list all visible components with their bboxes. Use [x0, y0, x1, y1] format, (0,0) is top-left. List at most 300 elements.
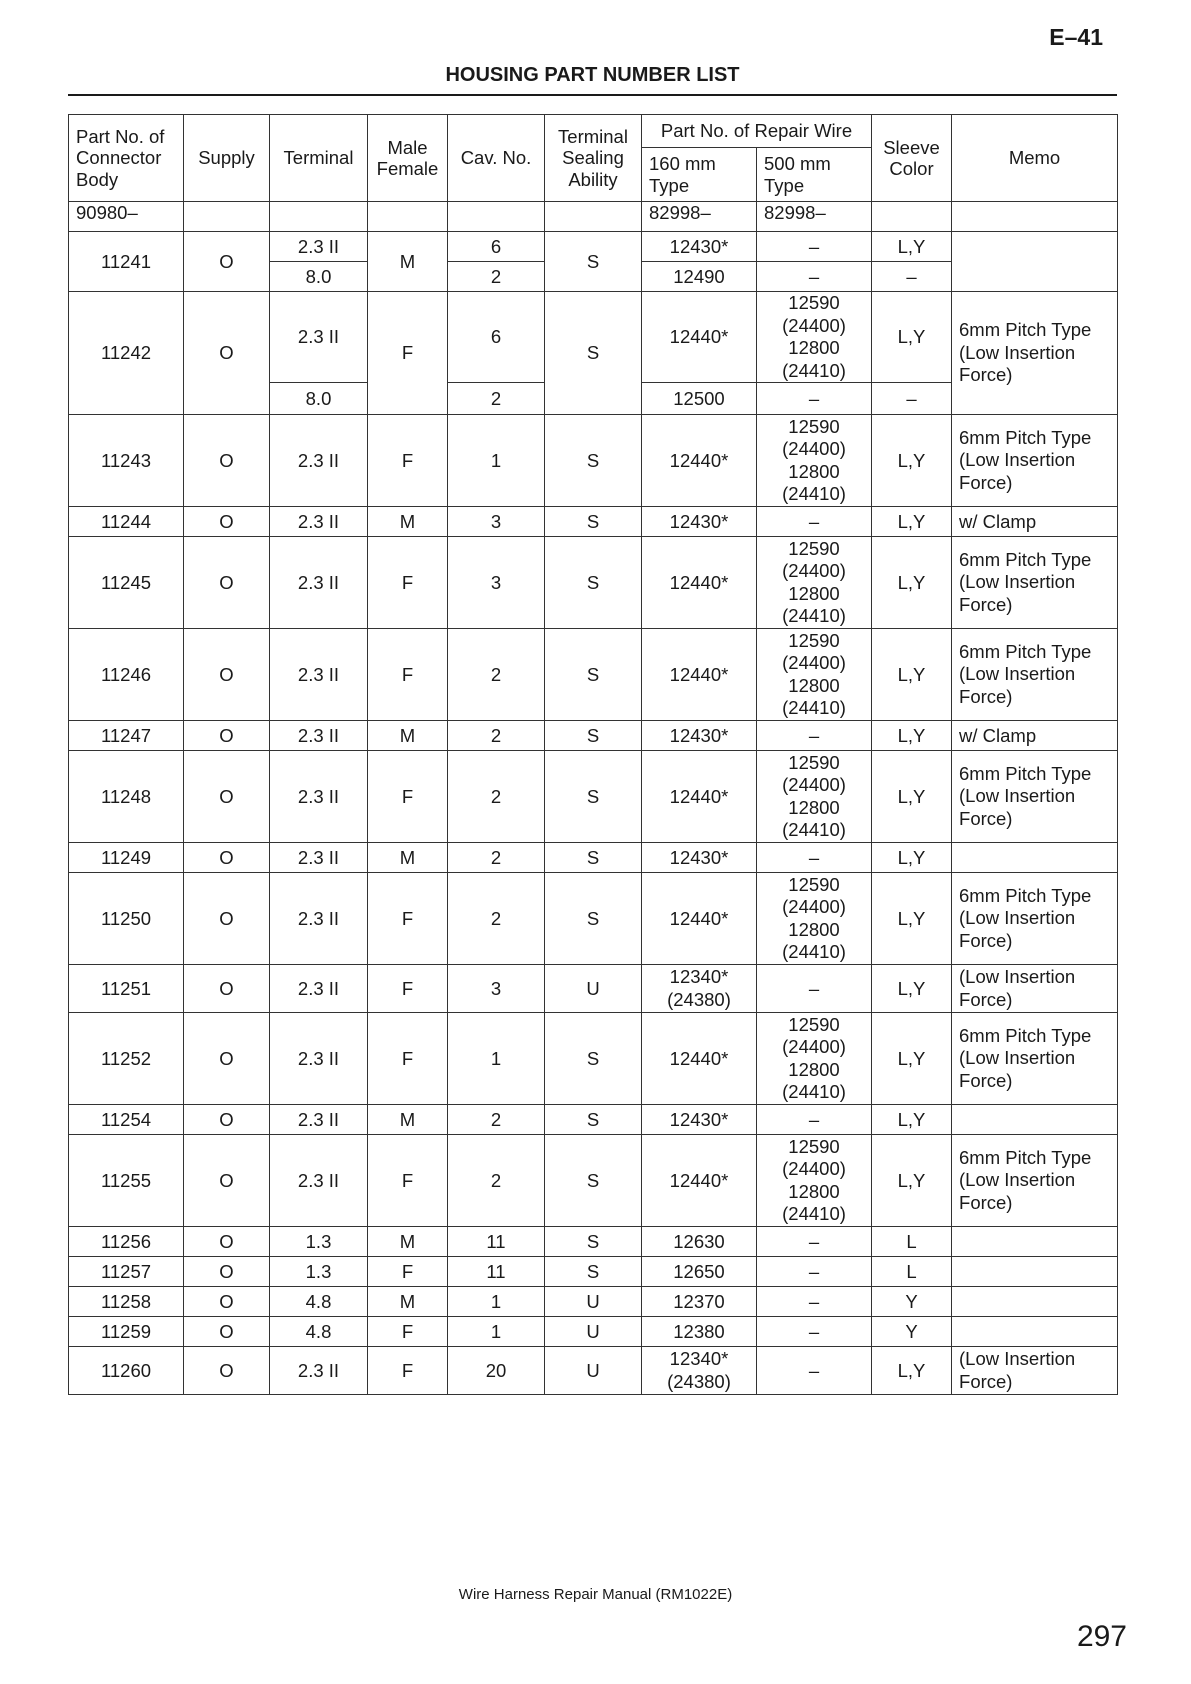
- cell-memo: [952, 415, 1118, 507]
- cell-sealing: S: [545, 415, 642, 507]
- cell-160mm: 12430*: [642, 507, 757, 537]
- cell-memo-line: 6mm Pitch Type: [959, 426, 1092, 448]
- cell-500mm: –: [757, 1257, 872, 1287]
- cell-160mm: 12430*: [642, 232, 757, 262]
- prefix-empty: [872, 202, 952, 232]
- cell-supply: O: [184, 292, 270, 415]
- cell-sleeve: L,Y: [872, 751, 952, 843]
- cell-terminal: 1.3: [270, 1227, 368, 1257]
- cell-sleeve: L,Y: [872, 843, 952, 873]
- table-body: [69, 202, 1118, 1395]
- header-sealing-line3: Ability: [568, 168, 618, 190]
- cell-sealing: S: [545, 232, 642, 292]
- cell-cav: 1: [448, 415, 545, 507]
- cell-sealing: S: [545, 507, 642, 537]
- cell-male-female: M: [368, 507, 448, 537]
- cell-male-female: F: [368, 415, 448, 507]
- cell-500mm: [757, 1013, 872, 1105]
- cell-supply: O: [184, 1135, 270, 1227]
- cell-part: 11248: [69, 751, 184, 843]
- cell-sleeve: L,Y: [872, 1347, 952, 1395]
- cell-160mm: 12440*: [642, 1135, 757, 1227]
- table-row: [69, 1347, 1118, 1395]
- header-160mm-line2: Type: [649, 174, 690, 196]
- cell-sealing: S: [545, 721, 642, 751]
- cell-sleeve: L: [872, 1227, 952, 1257]
- cell-cav: 20: [448, 1347, 545, 1395]
- cell-terminal: 2.3 II: [270, 1135, 368, 1227]
- cell-500mm-line: (24410): [782, 819, 846, 840]
- cell-memo-line: (Low Insertion: [959, 966, 1076, 987]
- cell-160mm: 12440*: [642, 751, 757, 843]
- table-row: [69, 232, 1118, 262]
- table-row: [69, 537, 1118, 629]
- cell-terminal: 2.3 II: [270, 843, 368, 873]
- cell-sealing: S: [545, 292, 642, 415]
- prefix-empty: [952, 202, 1118, 232]
- cell-terminal: 2.3 II: [270, 507, 368, 537]
- title-rule: [68, 94, 1117, 96]
- cell-500mm: [757, 751, 872, 843]
- cell-500mm: –: [757, 721, 872, 751]
- cell-part: 11260: [69, 1347, 184, 1395]
- housing-part-table: [68, 114, 1118, 1395]
- header-part-no-line1: Part No. of: [76, 125, 165, 147]
- cell-memo-line: Force): [959, 1191, 1013, 1213]
- cell-160mm: 12650: [642, 1257, 757, 1287]
- cell-sealing: S: [545, 1257, 642, 1287]
- header-sleeve-line1: Sleeve: [883, 136, 940, 158]
- cell-supply: O: [184, 1013, 270, 1105]
- cell-part: 11243: [69, 415, 184, 507]
- cell-cav: 11: [448, 1257, 545, 1287]
- cell-memo: [952, 1135, 1118, 1227]
- cell-male-female: M: [368, 1105, 448, 1135]
- cell-terminal: 2.3 II: [270, 292, 368, 383]
- header-part-no-line3: Body: [76, 168, 119, 190]
- table-row: [69, 1257, 1118, 1287]
- cell-160mm: 12500: [642, 383, 757, 415]
- prefix-w500: 82998–: [757, 202, 872, 232]
- header-160mm-line1: 160 mm: [649, 153, 716, 174]
- prefix-part: 90980–: [69, 202, 184, 232]
- cell-male-female: F: [368, 1257, 448, 1287]
- cell-terminal: 2.3 II: [270, 751, 368, 843]
- cell-supply: O: [184, 1105, 270, 1135]
- prefix-empty: [545, 202, 642, 232]
- cell-male-female: F: [368, 1135, 448, 1227]
- cell-500mm: [757, 537, 872, 629]
- cell-supply: O: [184, 1287, 270, 1317]
- cell-sleeve: L,Y: [872, 873, 952, 965]
- cell-memo-line: Force): [959, 1069, 1013, 1091]
- table-row: [69, 965, 1118, 1013]
- cell-160mm: 12490: [642, 262, 757, 292]
- cell-part: 11259: [69, 1317, 184, 1347]
- table-row: [69, 415, 1118, 507]
- cell-cav: 2: [448, 1105, 545, 1135]
- cell-terminal: 2.3 II: [270, 232, 368, 262]
- cell-sleeve: –: [872, 262, 952, 292]
- cell-160mm: 12380: [642, 1317, 757, 1347]
- cell-cav: 3: [448, 507, 545, 537]
- cell-160mm: 12440*: [642, 537, 757, 629]
- cell-memo-line: Force): [959, 1370, 1013, 1392]
- page-number: 297: [1076, 1620, 1127, 1653]
- cell-memo-line: (Low Insertion: [959, 571, 1076, 593]
- cell-160mm: 12430*: [642, 721, 757, 751]
- page-title: HOUSING PART NUMBER LIST: [445, 64, 740, 86]
- header-500mm-line1: 500 mm: [764, 153, 831, 174]
- cell-supply: O: [184, 232, 270, 292]
- cell-500mm-line: 12800: [788, 1058, 840, 1080]
- cell-part: 11241: [69, 232, 184, 292]
- cell-500mm: –: [757, 232, 872, 262]
- cell-500mm-line: 12590: [788, 873, 840, 895]
- cell-500mm-line: 12590: [788, 1135, 840, 1157]
- cell-160mm: 12440*: [642, 292, 757, 383]
- cell-memo-line: Force): [959, 807, 1013, 829]
- cell-memo: [952, 1257, 1118, 1287]
- cell-500mm-line: 12590: [788, 292, 840, 313]
- cell-part: 11250: [69, 873, 184, 965]
- cell-male-female: M: [368, 232, 448, 292]
- cell-memo: [952, 629, 1118, 721]
- cell-sealing: S: [545, 873, 642, 965]
- cell-memo-line: (Low Insertion: [959, 1047, 1076, 1069]
- table-row: [69, 1317, 1118, 1347]
- cell-500mm-line: 12590: [788, 751, 840, 773]
- cell-male-female: F: [368, 873, 448, 965]
- cell-male-female: F: [368, 537, 448, 629]
- cell-terminal: 2.3 II: [270, 537, 368, 629]
- cell-male-female: M: [368, 721, 448, 751]
- cell-sleeve: L,Y: [872, 1105, 952, 1135]
- cell-part: 11255: [69, 1135, 184, 1227]
- cell-memo: [952, 537, 1118, 629]
- cell-500mm: –: [757, 1287, 872, 1317]
- cell-memo-line: 6mm Pitch Type: [959, 319, 1092, 341]
- cell-500mm-line: (24410): [782, 605, 846, 626]
- cell-supply: O: [184, 1257, 270, 1287]
- cell-part: 11244: [69, 507, 184, 537]
- cell-cav: 2: [448, 383, 545, 415]
- cell-memo-line: (Low Insertion: [959, 341, 1076, 363]
- cell-500mm-line: (24410): [782, 359, 846, 381]
- cell-500mm-line: 12800: [788, 337, 840, 358]
- cell-160mm-line: 12340*: [669, 966, 729, 987]
- header-male-female: [368, 115, 448, 202]
- cell-memo: [952, 1227, 1118, 1257]
- cell-sealing: S: [545, 629, 642, 721]
- cell-memo-line: 6mm Pitch Type: [959, 1146, 1092, 1168]
- cell-160mm: 12440*: [642, 1013, 757, 1105]
- cell-memo-line: (Low Insertion: [959, 1169, 1076, 1191]
- cell-500mm-line: (24410): [782, 697, 846, 718]
- cell-memo-line: 6mm Pitch Type: [959, 1024, 1092, 1046]
- cell-memo-line: Force): [959, 593, 1013, 615]
- cell-160mm: [642, 965, 757, 1013]
- cell-memo-line: (Low Insertion: [959, 785, 1076, 807]
- cell-160mm-line: (24380): [667, 1370, 731, 1392]
- cell-500mm-line: 12800: [788, 918, 840, 940]
- table-row: [69, 873, 1118, 965]
- cell-sealing: U: [545, 1287, 642, 1317]
- prefix-row: [69, 202, 1118, 232]
- cell-500mm-line: 12590: [788, 1013, 840, 1035]
- cell-supply: O: [184, 1227, 270, 1257]
- cell-500mm-line: (24400): [782, 1036, 846, 1057]
- cell-160mm: 12440*: [642, 415, 757, 507]
- cell-500mm-line: 12590: [788, 537, 840, 559]
- cell-cav: 1: [448, 1317, 545, 1347]
- cell-male-female: M: [368, 1287, 448, 1317]
- cell-sleeve: L: [872, 1257, 952, 1287]
- prefix-empty: [368, 202, 448, 232]
- cell-sleeve: –: [872, 383, 952, 415]
- cell-sleeve: L,Y: [872, 507, 952, 537]
- header-500mm: [757, 148, 872, 202]
- cell-male-female: F: [368, 1347, 448, 1395]
- cell-sleeve: L,Y: [872, 1135, 952, 1227]
- cell-160mm: [642, 1347, 757, 1395]
- cell-terminal: 2.3 II: [270, 415, 368, 507]
- header-part-no: [69, 115, 184, 202]
- header-sealing: [545, 115, 642, 202]
- cell-sealing: S: [545, 537, 642, 629]
- cell-sleeve: L,Y: [872, 965, 952, 1013]
- cell-500mm: –: [757, 1227, 872, 1257]
- header-memo: Memo: [952, 115, 1118, 202]
- cell-supply: O: [184, 1347, 270, 1395]
- header-part-no-line2: Connector: [76, 147, 162, 169]
- cell-male-female: F: [368, 1317, 448, 1347]
- cell-500mm: –: [757, 262, 872, 292]
- cell-cav: 1: [448, 1287, 545, 1317]
- cell-160mm: 12430*: [642, 843, 757, 873]
- cell-500mm-line: (24400): [782, 438, 846, 459]
- header-supply: Supply: [184, 115, 270, 202]
- cell-sealing: U: [545, 1317, 642, 1347]
- cell-part: 11247: [69, 721, 184, 751]
- cell-sleeve: L,Y: [872, 629, 952, 721]
- cell-terminal: 4.8: [270, 1317, 368, 1347]
- cell-500mm-line: (24400): [782, 774, 846, 795]
- cell-terminal: 2.3 II: [270, 1347, 368, 1395]
- cell-160mm: 12430*: [642, 1105, 757, 1135]
- cell-cav: 2: [448, 629, 545, 721]
- cell-memo: [952, 965, 1118, 1013]
- cell-part: 11242: [69, 292, 184, 415]
- table-row: [69, 1013, 1118, 1105]
- cell-500mm: [757, 1135, 872, 1227]
- cell-500mm-line: 12800: [788, 582, 840, 604]
- cell-male-female: M: [368, 843, 448, 873]
- cell-memo-line: Force): [959, 471, 1013, 493]
- table-row: [69, 843, 1118, 873]
- cell-cav: 11: [448, 1227, 545, 1257]
- cell-160mm: 12370: [642, 1287, 757, 1317]
- cell-cav: 2: [448, 873, 545, 965]
- cell-sleeve: L,Y: [872, 292, 952, 383]
- header-female: Female: [376, 158, 439, 179]
- cell-160mm-line: (24380): [667, 988, 731, 1010]
- cell-sealing: S: [545, 1105, 642, 1135]
- cell-supply: O: [184, 721, 270, 751]
- cell-500mm: –: [757, 507, 872, 537]
- cell-500mm-line: (24400): [782, 314, 846, 336]
- cell-sealing: S: [545, 1227, 642, 1257]
- cell-memo-line: Force): [959, 929, 1013, 951]
- cell-memo: w/ Clamp: [952, 721, 1118, 751]
- cell-cav: 6: [448, 232, 545, 262]
- header-cav-no: Cav. No.: [448, 115, 545, 202]
- cell-part: 11246: [69, 629, 184, 721]
- cell-memo-line: Force): [959, 988, 1013, 1010]
- cell-500mm-line: (24410): [782, 1081, 846, 1102]
- cell-memo-line: (Low Insertion: [959, 1348, 1076, 1369]
- footer-text: Wire Harness Repair Manual (RM1022E): [458, 1586, 733, 1603]
- table-row: [69, 1287, 1118, 1317]
- prefix-w160: 82998–: [642, 202, 757, 232]
- cell-160mm: 12440*: [642, 873, 757, 965]
- header-terminal: Terminal: [270, 115, 368, 202]
- cell-500mm: –: [757, 1105, 872, 1135]
- cell-terminal: 2.3 II: [270, 965, 368, 1013]
- cell-memo: [952, 843, 1118, 873]
- cell-memo: [952, 751, 1118, 843]
- cell-sleeve: L,Y: [872, 415, 952, 507]
- cell-part: 11258: [69, 1287, 184, 1317]
- cell-supply: O: [184, 873, 270, 965]
- header-160mm: [642, 148, 757, 202]
- cell-500mm-line: 12800: [788, 1180, 840, 1202]
- cell-sealing: S: [545, 1135, 642, 1227]
- cell-cav: 3: [448, 537, 545, 629]
- table-row: [69, 721, 1118, 751]
- cell-male-female: F: [368, 965, 448, 1013]
- cell-memo: [952, 1347, 1118, 1395]
- cell-500mm-line: (24410): [782, 483, 846, 504]
- cell-supply: O: [184, 629, 270, 721]
- cell-memo-line: (Low Insertion: [959, 907, 1076, 929]
- cell-supply: O: [184, 751, 270, 843]
- cell-memo: [952, 292, 1118, 415]
- cell-memo-line: (Low Insertion: [959, 449, 1076, 471]
- cell-cav: 6: [448, 292, 545, 383]
- cell-memo-line: 6mm Pitch Type: [959, 548, 1092, 570]
- cell-500mm-line: 12800: [788, 674, 840, 696]
- cell-terminal: 2.3 II: [270, 1013, 368, 1105]
- cell-memo: [952, 1013, 1118, 1105]
- cell-male-female: F: [368, 629, 448, 721]
- cell-500mm-line: (24410): [782, 1203, 846, 1224]
- cell-memo-line: 6mm Pitch Type: [959, 762, 1092, 784]
- table-row: [69, 1227, 1118, 1257]
- cell-500mm-line: (24410): [782, 941, 846, 962]
- cell-500mm: –: [757, 965, 872, 1013]
- cell-part: 11245: [69, 537, 184, 629]
- header-sealing-line1: Terminal: [558, 125, 628, 147]
- cell-160mm-line: 12340*: [669, 1348, 729, 1369]
- cell-500mm-line: 12590: [788, 415, 840, 437]
- cell-500mm: [757, 415, 872, 507]
- cell-supply: O: [184, 843, 270, 873]
- cell-part: 11256: [69, 1227, 184, 1257]
- cell-sleeve: L,Y: [872, 537, 952, 629]
- cell-cav: 2: [448, 262, 545, 292]
- prefix-empty: [184, 202, 270, 232]
- prefix-empty: [448, 202, 545, 232]
- cell-part: 11251: [69, 965, 184, 1013]
- cell-memo: [952, 232, 1118, 292]
- cell-supply: O: [184, 537, 270, 629]
- cell-160mm: 12630: [642, 1227, 757, 1257]
- cell-500mm-line: (24400): [782, 652, 846, 673]
- cell-160mm: 12440*: [642, 629, 757, 721]
- table-row: [69, 507, 1118, 537]
- cell-cav: 2: [448, 843, 545, 873]
- cell-memo-line: (Low Insertion: [959, 663, 1076, 685]
- cell-500mm: [757, 629, 872, 721]
- cell-terminal: 2.3 II: [270, 873, 368, 965]
- header-repair-wire: Part No. of Repair Wire: [642, 115, 872, 148]
- cell-terminal: 8.0: [270, 383, 368, 415]
- cell-supply: O: [184, 965, 270, 1013]
- cell-terminal: 2.3 II: [270, 629, 368, 721]
- table-row: [69, 1135, 1118, 1227]
- header-male: Male: [387, 136, 428, 158]
- cell-part: 11252: [69, 1013, 184, 1105]
- cell-500mm: –: [757, 843, 872, 873]
- cell-cav: 1: [448, 1013, 545, 1105]
- cell-sealing: S: [545, 843, 642, 873]
- table-row: [69, 751, 1118, 843]
- cell-part: 11257: [69, 1257, 184, 1287]
- cell-terminal: 2.3 II: [270, 1105, 368, 1135]
- cell-500mm-line: (24400): [782, 896, 846, 917]
- cell-500mm: –: [757, 383, 872, 415]
- prefix-empty: [270, 202, 368, 232]
- cell-memo-line: Force): [959, 364, 1013, 386]
- cell-cav: 2: [448, 1135, 545, 1227]
- header-sealing-line2: Sealing: [562, 147, 624, 169]
- cell-sleeve: L,Y: [872, 721, 952, 751]
- cell-cav: 2: [448, 721, 545, 751]
- cell-sealing: S: [545, 751, 642, 843]
- cell-male-female: F: [368, 1013, 448, 1105]
- cell-terminal: 4.8: [270, 1287, 368, 1317]
- cell-sleeve: L,Y: [872, 1013, 952, 1105]
- cell-memo-line: 6mm Pitch Type: [959, 640, 1092, 662]
- cell-500mm-line: (24400): [782, 560, 846, 581]
- cell-terminal: 1.3: [270, 1257, 368, 1287]
- table-row: [69, 1105, 1118, 1135]
- cell-cav: 2: [448, 751, 545, 843]
- cell-terminal: 2.3 II: [270, 721, 368, 751]
- cell-memo: w/ Clamp: [952, 507, 1118, 537]
- cell-supply: O: [184, 1317, 270, 1347]
- cell-cav: 3: [448, 965, 545, 1013]
- cell-memo: [952, 1287, 1118, 1317]
- cell-sleeve: Y: [872, 1287, 952, 1317]
- cell-part: 11254: [69, 1105, 184, 1135]
- header-sleeve: [872, 115, 952, 202]
- cell-male-female: M: [368, 1227, 448, 1257]
- cell-500mm-line: (24400): [782, 1158, 846, 1179]
- cell-500mm: [757, 292, 872, 383]
- cell-500mm-line: 12590: [788, 629, 840, 651]
